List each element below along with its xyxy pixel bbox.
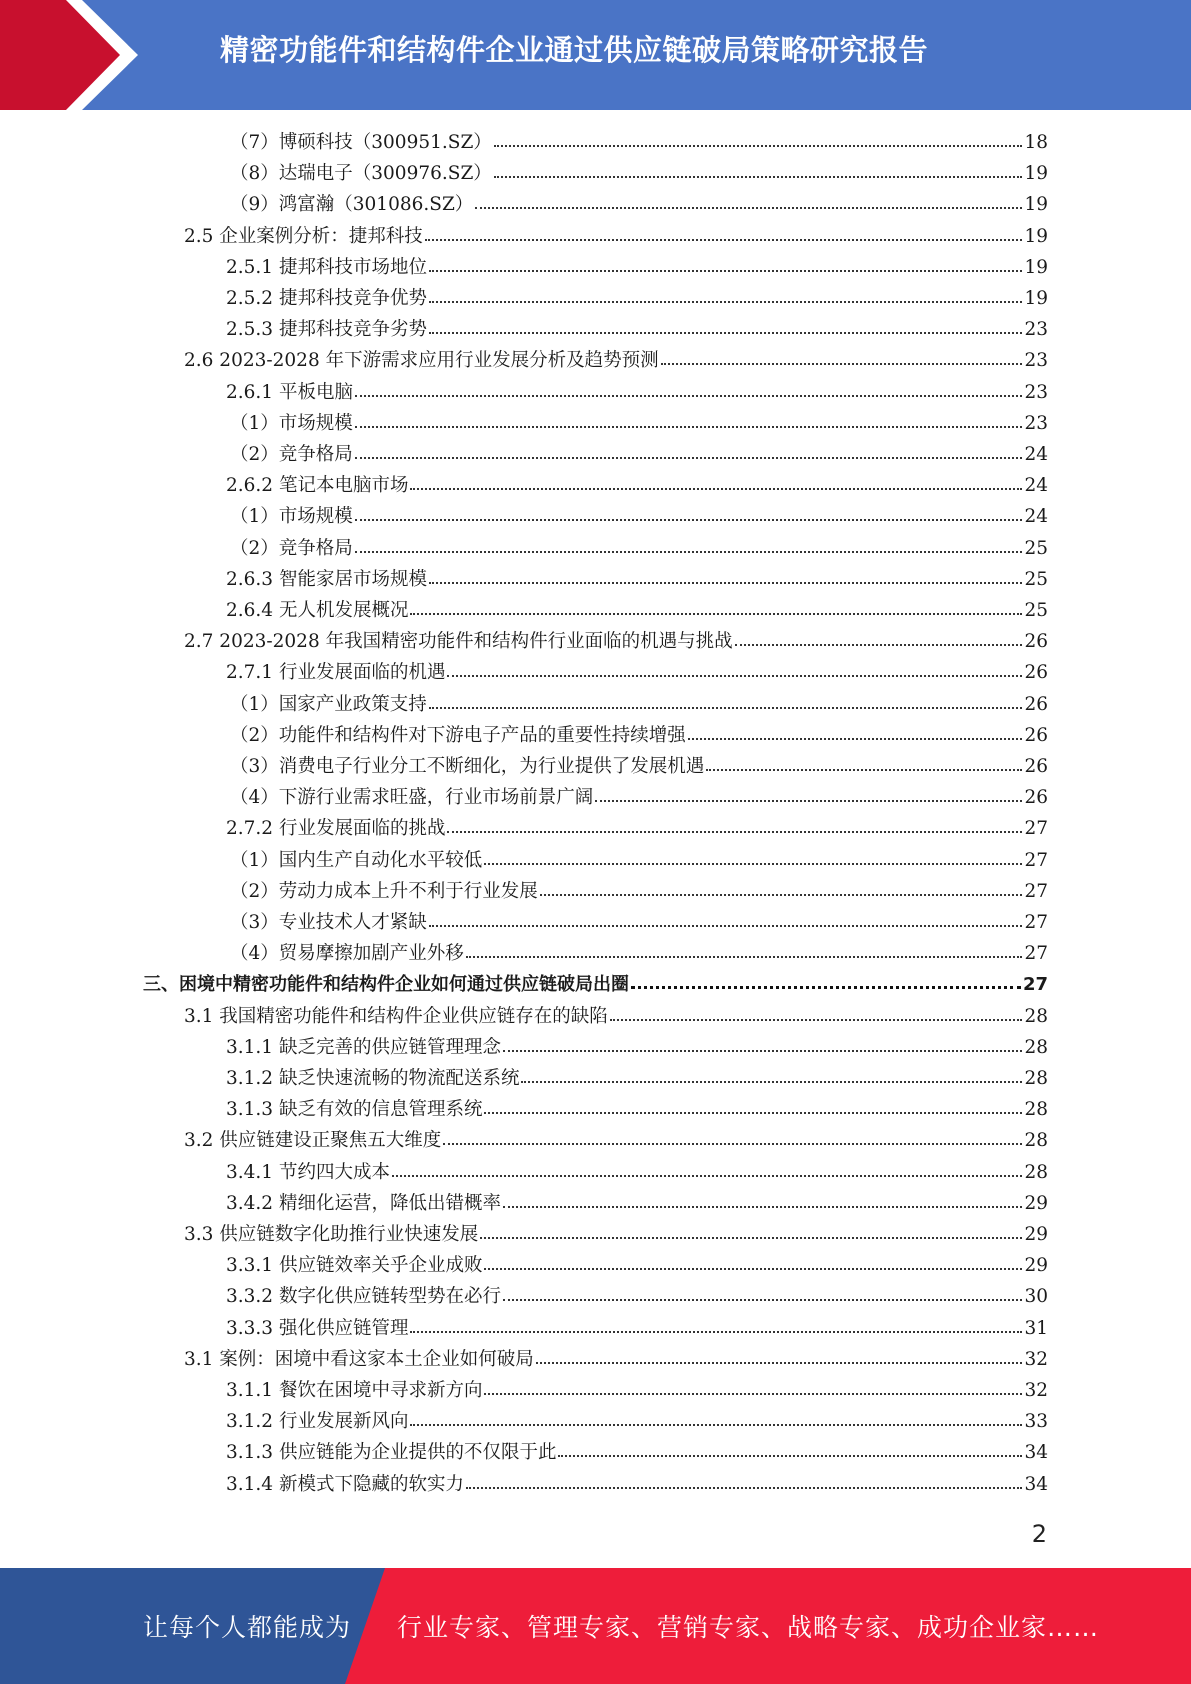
toc-entry[interactable] [230,907,1048,938]
toc-entry-page: 19 [1024,163,1048,185]
toc-entry-title: 3.3.1 供应链效率关乎企业成败 [226,1255,483,1277]
toc-entry-page: 19 [1024,288,1048,309]
toc-entry[interactable] [230,782,1048,813]
toc-dot-leader [429,252,1022,272]
toc-dot-leader [447,813,1022,833]
toc-entry-page: 26 [1024,787,1048,809]
toc-entry-title: （2）竞争格局 [230,537,353,559]
toc-entry-page: 30 [1024,1286,1048,1308]
toc-entry-title: 3.1.2 行业发展新风向 [226,1411,409,1433]
toc-entry-title: （3）消费电子行业分工不断细化，为行业提供了发展机遇 [230,756,705,777]
toc-entry-page: 27 [1024,912,1048,933]
toc-dot-leader [392,1157,1022,1177]
toc-entry-title: （2）功能件和结构件对下游电子产品的重要性持续增强 [230,724,686,746]
toc-entry[interactable] [226,1437,1048,1468]
toc-entry[interactable] [226,1188,1048,1219]
toc-entry-title: （2）竞争格局 [230,444,353,465]
toc-entry[interactable] [230,408,1048,439]
toc-dot-leader [355,439,1023,459]
toc-dot-leader [503,1032,1022,1052]
toc-entry[interactable] [184,626,1048,657]
toc-entry[interactable] [230,689,1048,720]
toc-entry-page: 23 [1024,319,1048,341]
toc-entry-title: 3.1 我国精密功能件和结构件企业供应链存在的缺陷 [184,1005,608,1027]
toc-entry[interactable] [230,533,1048,564]
toc-entry-page: 34 [1024,1442,1048,1464]
toc-entry[interactable] [230,938,1048,969]
toc-entry-page: 29 [1024,1255,1048,1277]
toc-entry-page: 25 [1024,537,1048,559]
toc-entry-page: 27 [1022,974,1048,996]
toc-entry-title: 2.6.4 无人机发展概况 [226,600,409,621]
toc-dot-leader [480,1219,1022,1239]
toc-entry[interactable] [230,439,1048,470]
toc-entry[interactable] [226,1313,1048,1344]
toc-entry-title: 2.7.1 行业发展面临的机遇 [226,662,446,684]
toc-entry-page: 23 [1024,381,1048,403]
toc-dot-leader [475,189,1022,209]
toc-entry-title: （1）市场规模 [230,412,353,434]
toc-entry-title: 2.7 2023-2028 年我国精密功能件和结构件行业面临的机遇与挑战 [184,631,733,653]
toc-entry-page: 31 [1024,1317,1048,1339]
toc-entry-page: 29 [1024,1192,1048,1214]
toc-entry[interactable] [226,1281,1048,1312]
toc-dot-leader [610,1001,1023,1021]
toc-entry-page: 26 [1024,693,1048,715]
toc-entry-page: 25 [1024,568,1048,590]
toc-entry-title: 3.1.3 缺乏有效的信息管理系统 [226,1099,483,1121]
toc-entry-page: 19 [1024,256,1048,278]
toc-dot-leader [540,876,1023,896]
toc-entry-title: 3.4.1 节约四大成本 [226,1161,390,1183]
toc-entry-title: 2.6.2 笔记本电脑市场 [226,475,409,497]
toc-dot-leader [706,751,1022,771]
toc-entry-page: 28 [1024,1068,1048,1089]
toc-entry-page: 27 [1024,943,1048,965]
toc-entry-page: 18 [1024,132,1048,153]
toc-entry-title: 3.2 供应链建设正聚焦五大维度 [184,1130,442,1152]
toc-entry-page: 27 [1024,818,1048,840]
toc-dot-leader [503,1188,1022,1208]
toc-dot-leader [494,158,1023,178]
toc-dot-leader [688,720,1023,740]
toc-entry-title: （4）贸易摩擦加剧产业外移 [230,943,464,965]
page-number: 2 [1031,1520,1047,1548]
toc-entry[interactable] [230,189,1048,220]
toc-dot-leader [595,782,1022,802]
toc-dot-leader [355,377,1023,397]
toc-entry-title: 3.3.2 数字化供应链转型势在必行 [226,1286,501,1308]
toc-dot-leader [466,938,1023,958]
toc-entry-title: 3.1.3 供应链能为企业提供的不仅限于此 [226,1442,557,1464]
toc-entry[interactable] [226,564,1048,595]
toc-entry[interactable] [226,1157,1048,1188]
toc-entry[interactable] [226,1406,1048,1437]
toc-entry-page: 23 [1024,350,1048,372]
toc-entry[interactable] [184,1125,1048,1156]
toc-entry-page: 28 [1024,1161,1048,1183]
toc-entry-title: （2）劳动力成本上升不利于行业发展 [230,880,538,902]
toc-entry-page: 24 [1024,475,1048,497]
header-arrow-decoration [0,0,160,110]
toc-entry-title: 2.7.2 行业发展面临的挑战 [226,818,446,840]
toc-entry-title: 3.1.1 餐饮在困境中寻求新方向 [226,1380,483,1401]
toc-entry[interactable] [230,501,1048,532]
toc-entry-title: （7）博硕科技（300951.SZ） [230,132,492,153]
toc-entry[interactable] [226,1094,1048,1125]
toc-dot-leader [429,907,1023,927]
toc-entry[interactable] [226,252,1048,283]
toc-entry-title: 3.3.3 强化供应链管理 [226,1317,409,1339]
toc-dot-leader [410,470,1022,490]
toc-entry-page: 28 [1024,1005,1048,1027]
toc-entry[interactable] [184,345,1048,376]
toc-entry-page: 24 [1024,506,1048,528]
toc-entry[interactable] [226,657,1048,688]
toc-dot-leader [484,845,1022,865]
toc-entry-title: （8）达瑞电子（300976.SZ） [230,163,492,185]
toc-dot-leader [484,1375,1022,1395]
toc-entry-title: 2.5.1 捷邦科技市场地位 [226,256,427,278]
toc-entry-title: 三、困境中精密功能件和结构件企业如何通过供应链破局出圈 [143,974,629,996]
toc-dot-leader [447,657,1022,677]
toc-entry[interactable] [184,1219,1048,1250]
toc-entry-page: 24 [1024,444,1048,465]
toc-entry-title: （9）鸿富瀚（301086.SZ） [230,194,474,216]
toc-entry-page: 28 [1024,1099,1048,1121]
toc-entry-page: 26 [1024,662,1048,684]
toc-dot-leader [466,1469,1022,1489]
toc-entry-page: 27 [1024,880,1048,902]
toc-entry[interactable] [226,813,1048,844]
toc-entry[interactable] [230,127,1048,158]
toc-entry[interactable] [230,158,1048,189]
footer-slogan-right: 行业专家、管理专家、营销专家、战略专家、成功企业家…… [397,1613,1100,1642]
page-header [0,0,1191,110]
toc-entry[interactable] [230,720,1048,751]
page-footer [0,1568,1191,1684]
toc-entry[interactable] [184,1344,1048,1375]
toc-entry-page: 33 [1024,1411,1048,1433]
toc-entry-page: 32 [1024,1348,1048,1370]
toc-entry-title: 3.1 案例：困境中看这家本土企业如何破局 [184,1348,534,1370]
toc-dot-leader [443,1125,1022,1145]
toc-entry[interactable] [230,845,1048,876]
toc-entry[interactable] [184,1001,1048,1032]
toc-entry[interactable] [230,751,1048,782]
toc-entry-page: 26 [1024,724,1048,746]
toc-dot-leader [536,1344,1023,1364]
toc-entry[interactable] [226,377,1048,408]
toc-entry-title: 2.6.1 平板电脑 [226,381,353,403]
toc-dot-leader [410,1313,1022,1333]
toc-entry[interactable] [226,283,1048,314]
toc-entry-title: 2.5 企业案例分析：捷邦科技 [184,225,423,247]
toc-entry-page: 34 [1024,1473,1048,1495]
toc-entry[interactable] [226,595,1048,626]
toc-entry-page: 27 [1024,849,1048,871]
toc-dot-leader [429,564,1022,584]
toc-entry-title: 2.6.3 智能家居市场规模 [226,568,427,590]
toc-dot-leader [355,501,1023,521]
toc-entry-title: 3.3 供应链数字化助推行业快速发展 [184,1224,479,1245]
toc-dot-leader [355,533,1023,553]
toc-entry-title: 2.5.2 捷邦科技竞争优势 [226,288,427,309]
toc-dot-leader [494,127,1023,147]
toc-entry-page: 28 [1024,1036,1048,1058]
toc-entry-title: （1）市场规模 [230,506,353,528]
toc-entry[interactable] [226,470,1048,501]
toc-entry-page: 26 [1024,631,1048,653]
toc-dot-leader [429,314,1022,334]
toc-entry-title: 3.1.2 缺乏快速流畅的物流配送系统 [226,1068,520,1089]
toc-dot-leader [521,1063,1022,1083]
toc-entry[interactable] [226,1250,1048,1281]
toc-dot-leader [425,221,1023,241]
toc-entry[interactable] [230,876,1048,907]
toc-entry[interactable] [184,221,1048,252]
toc-entry-page: 25 [1024,600,1048,621]
toc-entry-title: 2.5.3 捷邦科技竞争劣势 [226,319,427,341]
toc-entry[interactable] [226,1063,1048,1094]
toc-entry-title: 3.4.2 精细化运营，降低出错概率 [226,1192,501,1214]
toc-entry[interactable] [226,1469,1048,1500]
toc-dot-leader [558,1437,1022,1457]
toc-entry[interactable] [143,969,1048,1000]
toc-dot-leader [410,595,1022,615]
toc-entry-page: 19 [1024,194,1048,216]
toc-entry-page: 29 [1024,1224,1048,1245]
toc-entry-title: （1）国家产业政策支持 [230,693,427,715]
toc-dot-leader [484,1094,1022,1114]
toc-dot-leader [503,1281,1022,1301]
toc-entry[interactable] [226,1375,1048,1406]
toc-dot-leader [410,1406,1022,1426]
toc-entry-title: （1）国内生产自动化水平较低 [230,849,483,871]
toc-entry-page: 19 [1024,225,1048,247]
footer-slogan-left: 让每个人都能成为 [143,1613,352,1642]
toc-dot-leader [355,408,1023,428]
toc-dot-leader [735,626,1023,646]
toc-dot-leader [484,1250,1022,1270]
toc-entry-title: （3）专业技术人才紧缺 [230,912,427,933]
toc-entry[interactable] [226,1032,1048,1063]
toc-entry-page: 23 [1024,412,1048,434]
toc-dot-leader [429,689,1023,709]
toc-entry-page: 28 [1024,1130,1048,1152]
toc-entry-page: 32 [1024,1380,1048,1401]
toc-dot-leader [661,345,1023,365]
toc-dot-leader [429,283,1022,303]
toc-entry-title: （4）下游行业需求旺盛，行业市场前景广阔 [230,787,594,809]
toc-entry-title: 2.6 2023-2028 年下游需求应用行业发展分析及趋势预测 [184,350,659,372]
report-title: 精密功能件和结构件企业通过供应链破局策略研究报告 [220,33,929,67]
toc-entry-page: 26 [1024,756,1048,777]
toc-entry[interactable] [226,314,1048,345]
toc-dot-leader [631,968,1021,989]
toc-entry-title: 3.1.1 缺乏完善的供应链管理理念 [226,1036,501,1058]
toc-entry-title: 3.1.4 新模式下隐藏的软实力 [226,1473,464,1495]
